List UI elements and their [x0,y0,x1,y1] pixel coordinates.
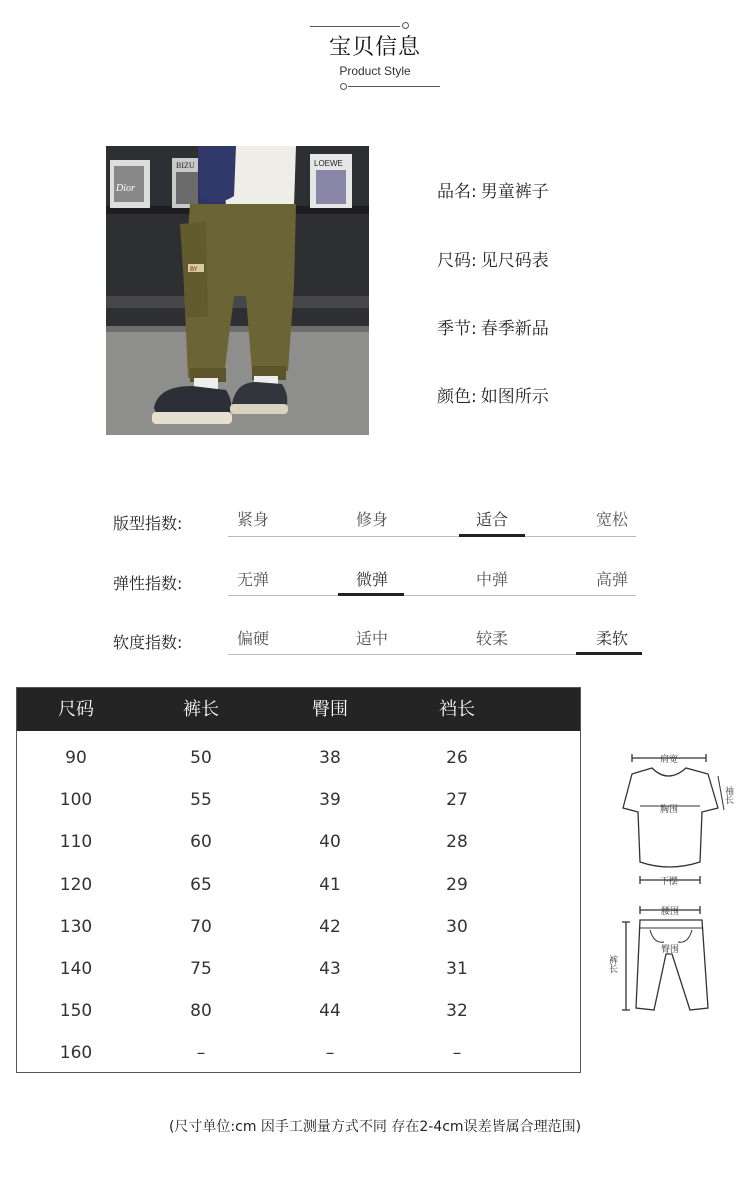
shirt-top-label: 肩宽 [659,755,679,765]
table-cell: 65 [190,874,212,895]
fit-scale-line [228,536,636,537]
info-value: 春季新品 [480,319,549,339]
table-cell: 160 [59,1043,93,1064]
softness-option: 偏硬 [236,629,269,648]
table-cell: 43 [319,959,341,979]
softness-option-selected: 柔软 [595,629,628,648]
table-cell: – [452,1043,462,1064]
table-cell: 27 [446,790,468,811]
size-table-header [17,688,580,731]
table-cell: 100 [59,790,93,811]
table-cell: 44 [319,1001,341,1022]
table-cell: 42 [319,916,341,937]
table-cell: – [196,1043,206,1064]
page-title: 宝贝信息 [328,35,421,60]
measurement-diagrams [607,740,740,1030]
shirt-chest-label: 胸围 [659,805,679,815]
column-header: 裤长 [183,699,219,720]
shirt-bottom-label: 下摆 [659,877,679,887]
pants-waist-label: 腰围 [660,907,680,917]
table-cell: 80 [190,1001,212,1022]
softness-selected-marker [576,652,642,655]
stretch-selected-marker [338,593,404,596]
softness-option: 适中 [355,629,388,648]
book-label-dior: Dior [116,183,135,194]
shirt-sleeve-label: 袖长 [723,786,733,804]
table-cell: 120 [59,874,93,895]
book-label-loewe: LOEWE [314,159,343,168]
product-photo-illustration [106,146,369,435]
fit-selected-marker [459,534,525,537]
table-cell: 150 [59,1001,93,1022]
pants-length-label: 裤长 [607,955,617,973]
table-cell: 90 [65,748,87,768]
info-value: 男童裤子 [480,182,549,202]
table-cell: 110 [59,832,93,853]
header-dot-top [402,22,409,29]
stretch-scale-line [228,595,636,596]
table-cell: 130 [59,916,93,937]
book-label-bizu: BIZU [176,161,195,170]
table-cell: 55 [190,790,212,811]
shirt-diagram [623,754,724,884]
column-header: 臀围 [312,699,348,720]
table-cell: 29 [446,874,468,895]
info-row-name [437,177,553,202]
info-row-size [437,246,553,271]
softness-scale-line [228,654,636,655]
table-cell: 75 [190,959,212,979]
table-cell: 39 [319,790,341,811]
info-value: 如图所示 [480,387,549,407]
table-cell: 32 [446,1001,468,1022]
info-key: 品名: [437,182,477,202]
table-cell: 41 [319,874,341,895]
pants-diagram [622,906,708,1010]
size-table [16,687,581,1073]
footnote: (尺寸单位:cm 因手工测量方式不同 存在2-4cm误差皆属合理范围) [168,1119,582,1135]
info-row-color [437,382,553,407]
softness-option: 较柔 [475,629,508,648]
fit-option: 紧身 [236,510,269,529]
table-cell: 26 [446,748,468,768]
pants-hip-label: 臀围 [660,945,680,955]
table-cell: 60 [190,832,212,853]
stretch-option: 中弹 [475,570,508,589]
fit-option-selected: 适合 [475,510,508,529]
info-key: 尺码: [437,251,477,271]
fit-option: 修身 [355,510,388,529]
stretch-option: 高弹 [595,570,628,589]
info-key: 颜色: [437,387,477,407]
softness-index-label: 软度指数: [113,633,183,652]
stretch-option: 无弹 [236,570,269,589]
column-header: 尺码 [58,699,94,720]
table-cell: 40 [319,832,341,853]
info-row-season [437,314,553,339]
page-subtitle: Product Style [339,64,411,78]
info-key: 季节: [437,319,477,339]
column-header: 裆长 [439,699,475,720]
table-cell: 50 [190,748,212,768]
table-cell: 70 [190,916,212,937]
table-cell: – [325,1043,335,1064]
info-value: 见尺码表 [480,251,549,271]
product-photo [106,146,369,435]
table-cell: 140 [59,959,93,979]
stretch-index-label: 弹性指数: [113,574,183,593]
fit-index-label: 版型指数: [113,514,183,533]
pants-patch-text: BY [190,266,198,273]
table-cell: 30 [446,916,468,937]
table-cell: 28 [446,832,468,853]
header-line-bottom [348,86,440,87]
table-cell: 38 [319,748,341,768]
header-dot-bottom [340,83,347,90]
header-line-top [310,26,400,27]
table-cell: 31 [446,959,468,979]
fit-option: 宽松 [595,510,628,529]
stretch-option-selected: 微弹 [355,570,388,589]
